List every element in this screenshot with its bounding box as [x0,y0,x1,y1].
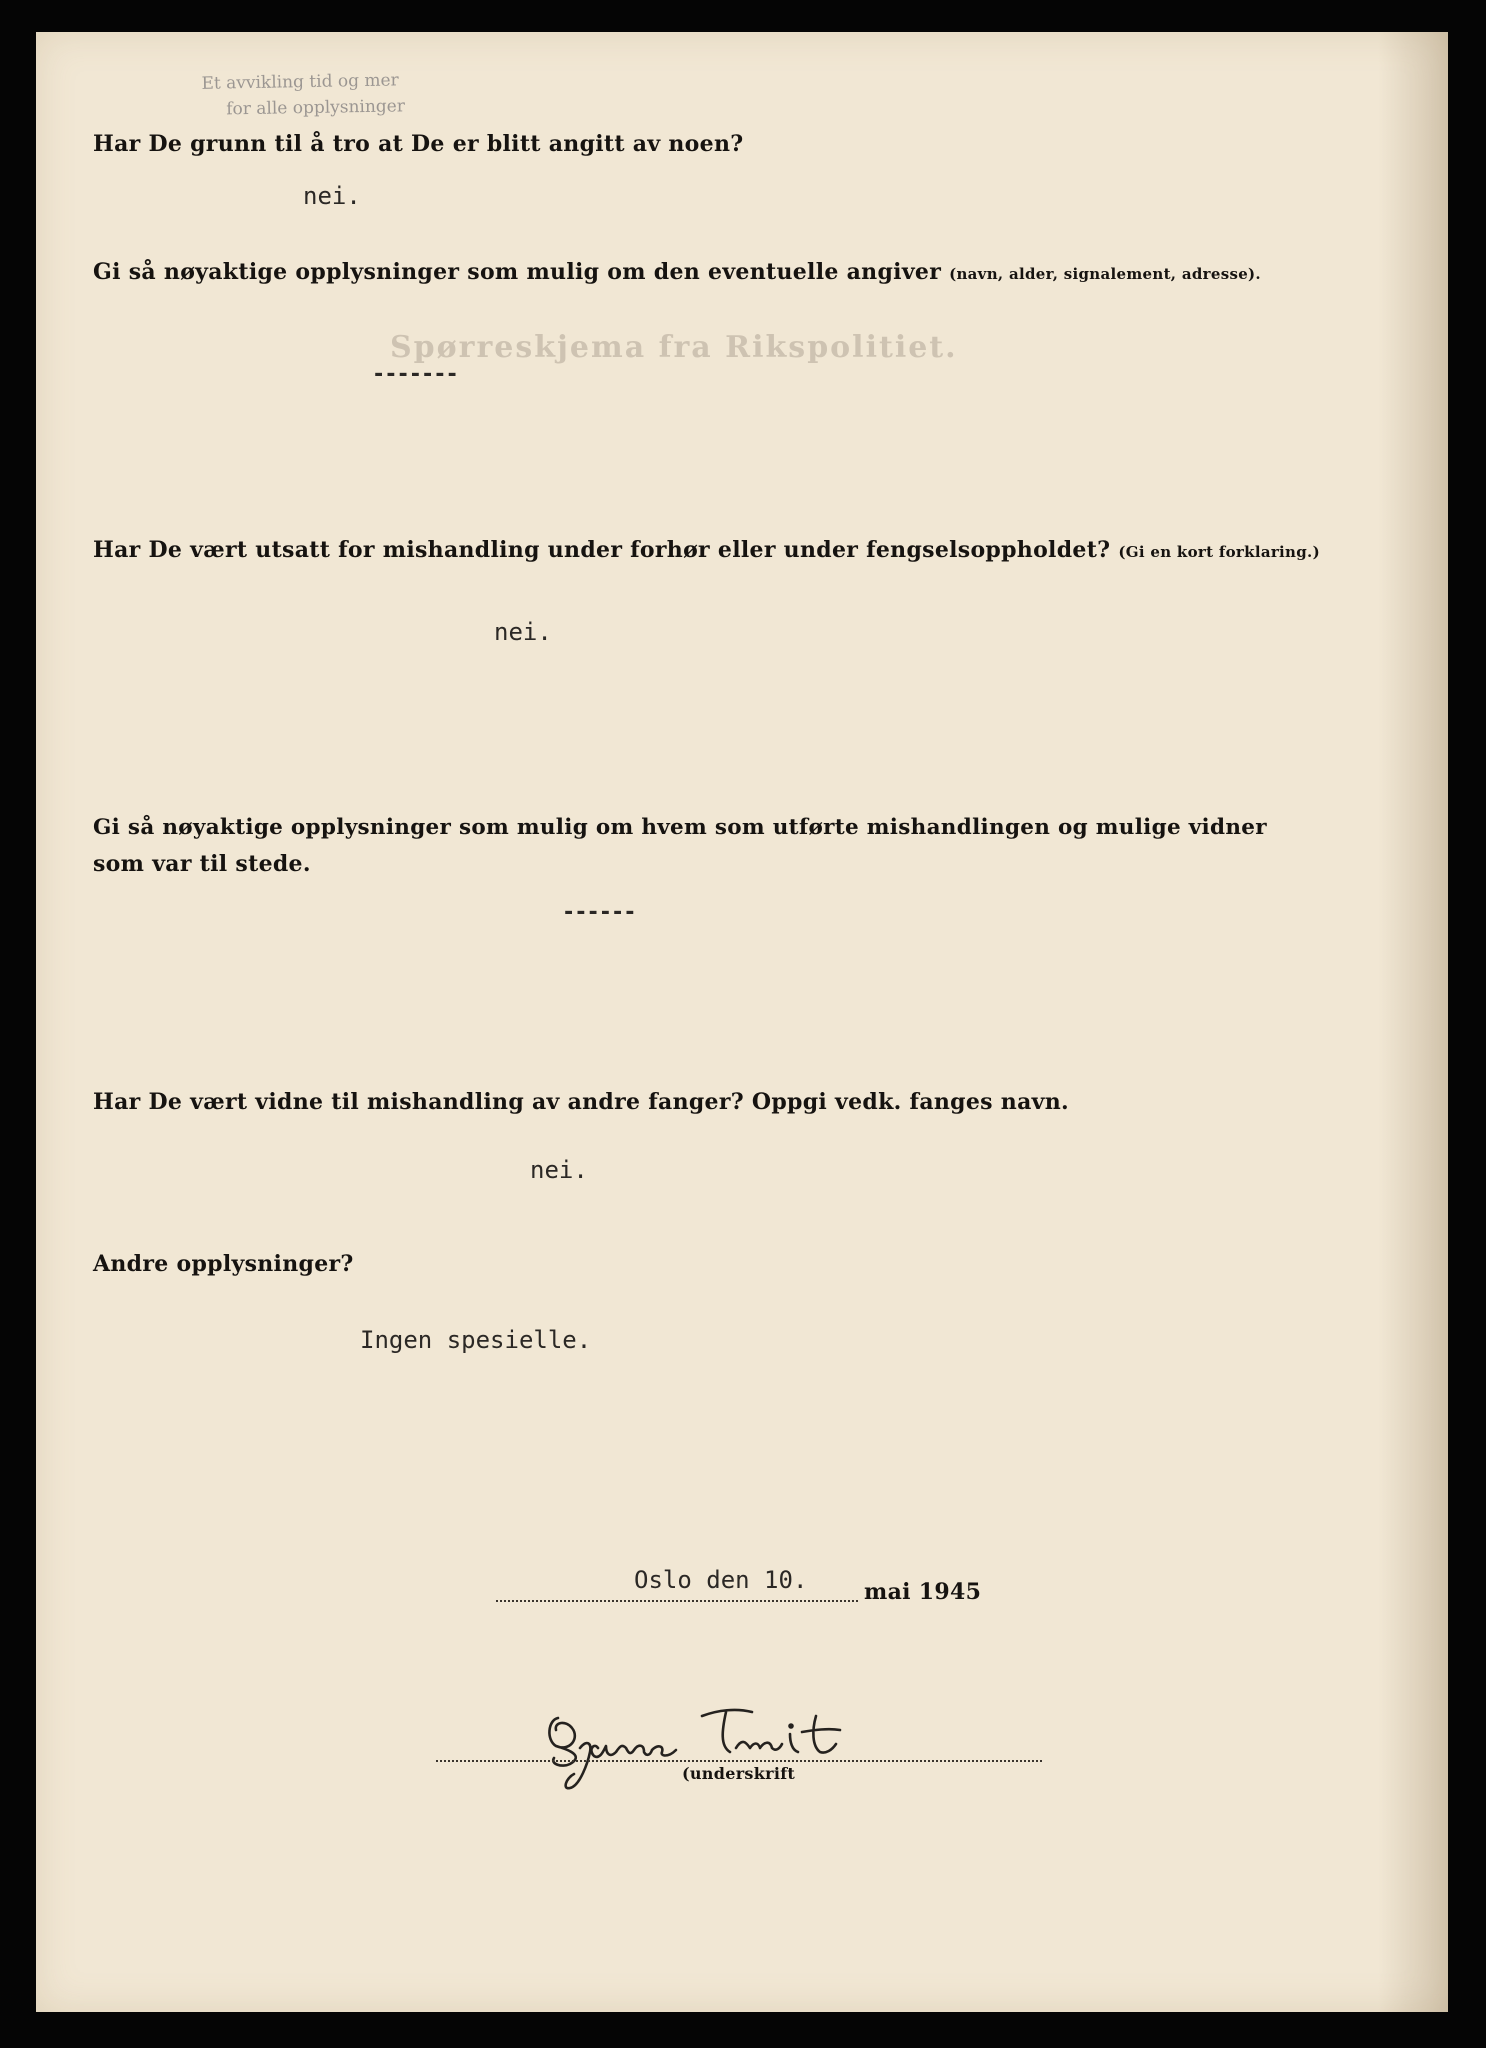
question-angitt: Har De grunn til å tro at De er blitt angitt av noen? [93,131,744,157]
question-utforte [93,810,1353,882]
answer-angiver: ------- [372,362,458,387]
question-utforte-line-2: som var til stede. [93,851,311,877]
question-mishandling-note: (Gi en kort forklaring.) [1118,543,1320,561]
bleed-through-heading: Spørreskjema fra Rikspolitiet. [390,330,958,365]
date-dotted-line [496,1600,858,1602]
answer-vidne: nei. [530,1156,588,1184]
question-angiver-text: Gi så nøyaktige opplysninger som mulig om den eventuelle angiver [93,259,942,285]
place-date: Oslo den 10. [634,1566,808,1594]
paper-edge-shadow [1378,32,1448,2012]
month-year: mai 1945 [864,1579,982,1605]
answer-mishandling: nei. [494,618,552,646]
answer-angitt: nei. [303,182,361,210]
question-angiver-note: (navn, alder, signalement, adresse). [949,265,1261,283]
signature-caption: (underskrift [682,1764,796,1783]
stamp-line-2: for alle opplysninger [226,96,406,120]
question-vidne: Har De vært vidne til mishandling av andre fanger? Oppgi vedk. fanges navn. [93,1089,1069,1115]
stamp [96,67,406,124]
question-mishandling-text: Har De vært utsatt for mishandling under forhør eller under fengselsoppholdet? [93,537,1111,563]
question-angiver [93,254,1261,292]
answer-utforte: ------ [562,900,636,925]
question-utforte-line-1: Gi så nøyaktige opplysninger som mulig om hvem som utførte mishandlingen og mulige vidner [93,815,1267,840]
answer-andre: Ingen spesielle. [360,1326,592,1354]
question-andre: Andre opplysninger? [93,1251,354,1277]
stamp-line-1: Et avvikling tid og mer [201,70,399,94]
question-mishandling [93,532,1320,570]
